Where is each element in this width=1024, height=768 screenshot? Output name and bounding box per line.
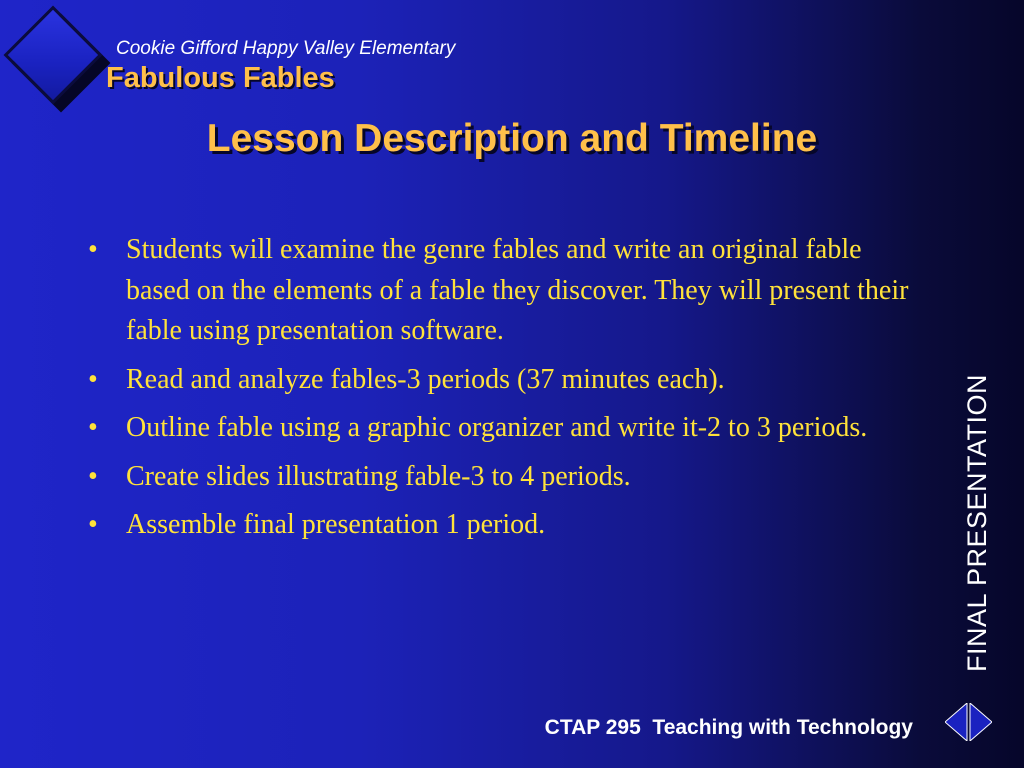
author-line: Cookie Gifford Happy Valley Elementary [116,38,456,59]
chevron-right-icon [969,703,992,741]
bullet-item [88,230,918,352]
bullet-text: Students will examine the genre fables and write an original fable based on the elements of a fable they discover. They will present their fable using presentation software. [126,234,909,346]
bullet-icon: • [88,363,98,395]
bullet-item [88,408,918,449]
bullet-icon: • [88,460,98,492]
bullet-icon: • [88,509,98,540]
next-slide-button[interactable] [969,703,992,741]
slide-title: Lesson Description and Timeline [206,117,818,160]
final-presentation-label: FINAL PRESENTATION [962,373,992,672]
bullet-text: Read and analyze fables-3 periods (37 minutes each). [126,363,725,395]
bullet-text: Outline fable using a graphic organizer and write it-2 to 3 periods. [126,412,868,443]
chevron-left-icon [945,703,968,741]
presentation-subtitle: Fabulous Fables [106,62,335,94]
bullet-icon: • [88,234,98,265]
logo-diamond-icon [4,6,103,105]
previous-slide-button[interactable] [945,703,968,741]
bullet-item [88,505,918,546]
bullet-icon: • [88,412,98,443]
bullet-list [88,230,918,554]
course-footer: CTAP 295 Teaching with Technology [544,716,913,739]
bullet-item [88,457,918,498]
bullet-item [88,360,918,401]
bullet-text: Assemble final presentation 1 period. [126,509,546,540]
bullet-text: Create slides illustrating fable-3 to 4 periods. [126,460,631,492]
